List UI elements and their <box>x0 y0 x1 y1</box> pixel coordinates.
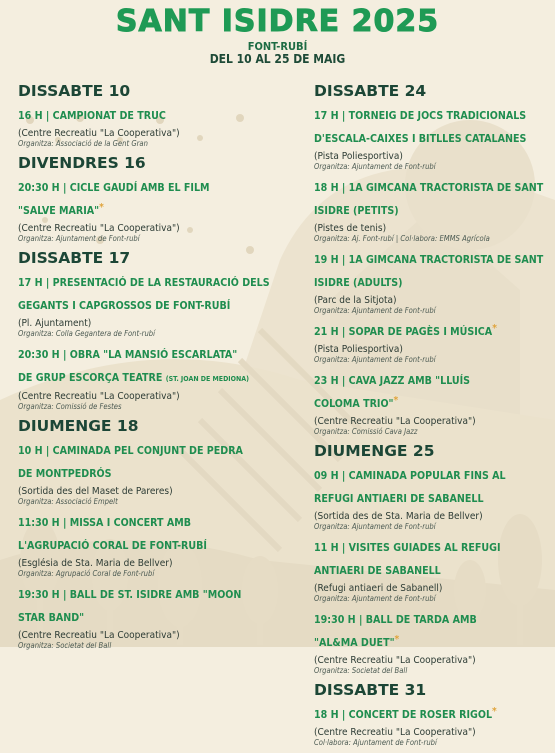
event-title-line: STAR BAND" <box>18 612 85 624</box>
event-item <box>314 370 546 437</box>
event-organizer: Organitza: Agrupació Coral de Font-rubí <box>18 569 155 578</box>
event-title <box>18 584 290 630</box>
event-organizer: Organitza: Aj. Font-rubí | Col·labora: EMMS Agrícola <box>314 234 490 243</box>
day-heading: DIVENDRES 16 <box>18 154 146 172</box>
event-venue: (Centre Recreatiu "La Cooperativa") <box>18 630 180 641</box>
event-title-line: REFUGI ANTIAERI DE SABANELL <box>314 493 484 505</box>
event-organizer: Organitza: Ajuntament de Font-rubí <box>18 234 140 243</box>
event-title <box>18 272 290 318</box>
event-organizer: Organitza: Comissió de Festes <box>18 402 122 411</box>
day-heading: DIUMENGE 18 <box>18 417 139 435</box>
star-mark: * <box>99 202 104 213</box>
event-venue: (Centre Recreatiu "La Cooperativa") <box>18 223 180 234</box>
event-title-line: COLOMA TRIO"* <box>314 395 399 410</box>
event-title <box>314 537 546 583</box>
event-title-line: DE MONTPEDRÓS <box>18 468 112 480</box>
event-title <box>314 609 546 655</box>
event-title-line: ISIDRE (ADULTS) <box>314 277 403 289</box>
event-title-line: 20:30 H | CICLE GAUDÍ AMB EL FILM <box>18 182 210 194</box>
event-title-line: 09 H | CAMINADA POPULAR FINS AL <box>314 470 506 482</box>
event-organizer: Organitza: Societat del Ball <box>18 641 112 650</box>
event-title-line: 23 H | CAVA JAZZ AMB "LLUÍS <box>314 375 471 387</box>
event-item <box>314 105 546 172</box>
event-title <box>314 321 546 344</box>
event-title-line: 18 H | 1A GIMCANA TRACTORISTA DE SANT <box>314 182 544 194</box>
event-title-line: 10 H | CAMINADA PEL CONJUNT DE PEDRA <box>18 445 243 457</box>
event-item <box>18 177 290 244</box>
event-title <box>18 344 290 391</box>
star-mark: * <box>393 395 399 406</box>
event-venue: (Centre Recreatiu "La Cooperativa") <box>18 128 180 139</box>
event-organizer: Organitza: Comissió Cava Jazz <box>314 427 418 436</box>
event-item <box>314 249 546 316</box>
day-heading: DIUMENGE 25 <box>314 442 435 460</box>
event-organizer: Organitza: Colla Gegantera de Font-rubí <box>18 329 156 338</box>
event-item <box>18 584 290 651</box>
event-item <box>18 512 290 579</box>
event-venue: (Pista Poliesportiva) <box>314 344 403 355</box>
event-title-line: 19:30 H | BALL DE TARDA AMB <box>314 614 477 626</box>
date-range: DEL 10 AL 25 DE MAIG <box>209 52 346 66</box>
event-venue: (Església de Sta. Maria de Bellver) <box>18 558 173 569</box>
event-item <box>314 609 546 676</box>
event-venue: (Pl. Ajuntament) <box>18 318 92 329</box>
left-column <box>18 78 290 656</box>
event-title-line: "AL&MA DUET"* <box>314 634 400 649</box>
event-venue: (Centre Recreatiu "La Cooperativa") <box>314 655 476 666</box>
event-subnote: (ST. JOAN DE MEDIONA) <box>165 375 250 383</box>
event-venue: (Sortida des del Maset de Pareres) <box>18 486 173 497</box>
event-title-line: L'AGRUPACIÓ CORAL DE FONT-RUBÍ <box>18 540 207 552</box>
event-item <box>18 440 290 507</box>
event-title <box>314 370 546 416</box>
event-item <box>314 177 546 244</box>
town-name: FONT-RUBÍ <box>247 40 308 53</box>
event-venue: (Centre Recreatiu "La Cooperativa") <box>314 727 476 738</box>
event-title-line: 19 H | 1A GIMCANA TRACTORISTA DE SANT <box>314 254 544 266</box>
event-title <box>18 105 290 128</box>
event-organizer: Organitza: Associació de la Gent Gran <box>18 139 148 148</box>
event-title <box>314 105 546 151</box>
event-organizer: Organitza: Ajuntament de Font-rubí <box>314 594 436 603</box>
event-item <box>18 105 290 149</box>
event-venue: (Refugi antiaeri de Sabanell) <box>314 583 443 594</box>
event-organizer: Organitza: Ajuntament de Font-rubí <box>314 306 436 315</box>
event-organizer: Organitza: Ajuntament de Font-rubí <box>314 522 436 531</box>
day-heading: DISSABTE 31 <box>314 681 427 699</box>
event-title <box>314 465 546 511</box>
event-title-line: 21 H | SOPAR DE PAGÈS I MÚSICA* <box>314 323 497 338</box>
event-title-line: 17 H | TORNEIG DE JOCS TRADICIONALS <box>314 110 527 122</box>
event-organizer: Organitza: Associació Empelt <box>18 497 118 506</box>
event-title-line: DE GRUP ESCORÇA TEATRE (ST. JOAN DE MEDIONA) <box>18 372 250 384</box>
event-title <box>314 249 546 295</box>
event-venue: (Sortida des de Sta. Maria de Bellver) <box>314 511 483 522</box>
event-title-line: "SALVE MARIA"* <box>18 202 104 217</box>
event-item <box>314 465 546 532</box>
event-title-line: D'ESCALA-CAIXES I BITLLES CATALANES <box>314 133 527 145</box>
event-item <box>314 704 546 748</box>
event-title <box>18 512 290 558</box>
event-item <box>314 321 546 365</box>
star-mark: * <box>492 706 497 717</box>
event-title <box>314 704 546 727</box>
day-heading: DISSABTE 10 <box>18 82 131 100</box>
event-item <box>18 344 290 412</box>
event-title <box>314 177 546 223</box>
event-item <box>18 272 290 339</box>
event-venue: (Pista Poliesportiva) <box>314 151 403 162</box>
star-mark: * <box>492 323 497 334</box>
event-organizer: Organitza: Societat del Ball <box>314 666 408 675</box>
event-organizer: Organitza: Ajuntament de Font-rubí <box>314 355 436 364</box>
event-venue: (Pistes de tenis) <box>314 223 387 234</box>
event-title-line: 18 H | CONCERT DE ROSER RIGOL* <box>314 706 497 721</box>
event-title-line: 17 H | PRESENTACIÓ DE LA RESTAURACIÓ DELS <box>18 277 270 289</box>
event-title-line: ISIDRE (PETITS) <box>314 205 399 217</box>
right-column <box>314 78 546 753</box>
event-venue: (Centre Recreatiu "La Cooperativa") <box>314 416 476 427</box>
event-organizer: Organitza: Ajuntament de Font-rubí <box>314 162 436 171</box>
page-title: SANT ISIDRE 2025 <box>115 4 440 39</box>
event-title-line: 11 H | VISITES GUIADES AL REFUGI <box>314 542 501 554</box>
event-title-line: GEGANTS I CAPGROSSOS DE FONT-RUBÍ <box>18 300 231 312</box>
event-title-line: 20:30 H | OBRA "LA MANSIÓ ESCARLATA" <box>18 349 238 361</box>
event-organizer: Col·labora: Ajuntament de Font-rubí <box>314 738 437 747</box>
event-title-line: 11:30 H | MISSA I CONCERT AMB <box>18 517 191 529</box>
event-title-line: 19:30 H | BALL DE ST. ISIDRE AMB "MOON <box>18 589 242 601</box>
event-title-line: 16 H | CAMPIONAT DE TRUC <box>18 110 166 122</box>
event-title-line: ANTIAERI DE SABANELL <box>314 565 441 577</box>
event-title <box>18 440 290 486</box>
event-venue: (Centre Recreatiu "La Cooperativa") <box>18 391 180 402</box>
day-heading: DISSABTE 24 <box>314 82 427 100</box>
event-venue: (Parc de la Sitjota) <box>314 295 397 306</box>
star-mark: * <box>394 634 400 645</box>
day-heading: DISSABTE 17 <box>18 249 131 267</box>
event-title <box>18 177 290 223</box>
event-item <box>314 537 546 604</box>
